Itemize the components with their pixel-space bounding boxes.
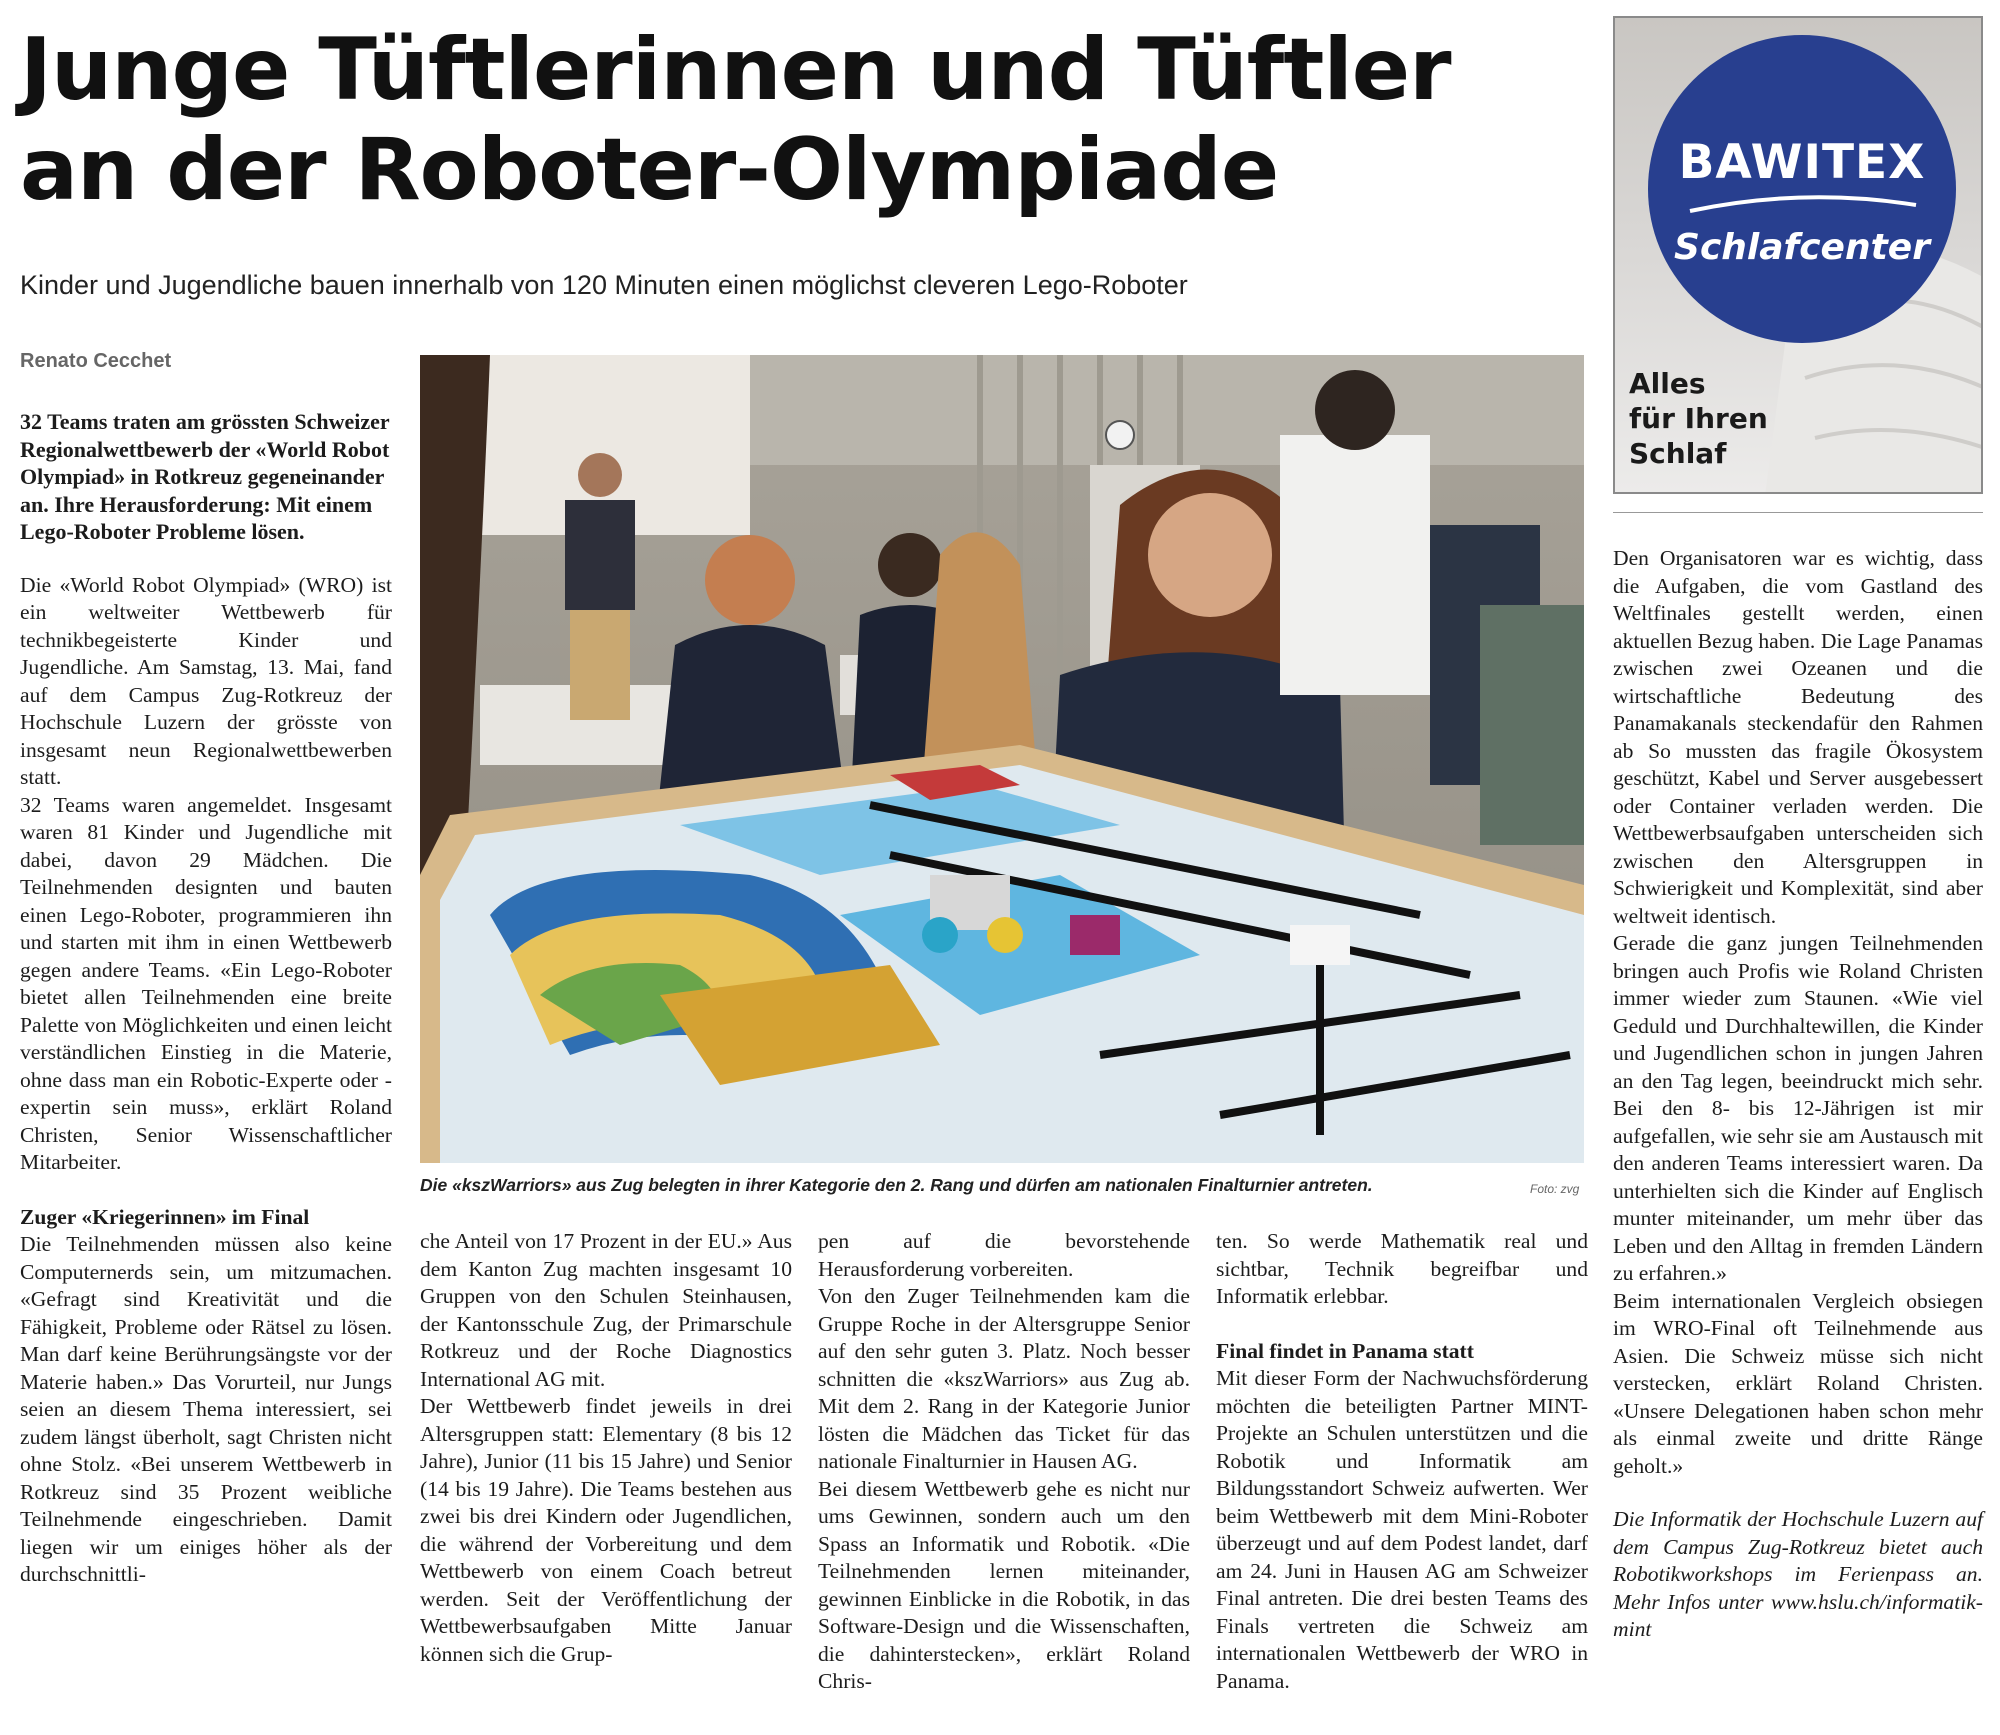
brand-circle [1648, 35, 1956, 343]
ad-tagline-line: für Ihren [1629, 402, 1768, 435]
swoosh-icon [1688, 193, 1918, 217]
column-3 [818, 1228, 1190, 1696]
paragraph: Gerade die ganz jungen Teilnehmenden bringen auch Profis wie Roland Christen immer wieder zum Staunen. «Wie viel Geduld und Durchhaltewillen, die Kinder und Jugendlichen schon in jungen Jahren an den Tag legen, beeindruckt mich sehr. Bei den 8- bis 12-Jährigen ist mir aufgefallen, wie sehr sie am Austausch mit den anderen Teams interessiert waren. Da unterhielten sich die Kinder auf Englisch munter miteinander, um mehr über das Leben und den Alltag in fremden Ländern zu erfahren.» [1613, 931, 1983, 1285]
column-5 [1613, 545, 1983, 1644]
article-subheadline: Kinder und Jugendliche bauen innerhalb von 120 Minuten einen möglichst cleveren Lego-Roboter [20, 270, 1188, 300]
paragraph: pen auf die bevorstehende Herausforderung vorbereiten. [818, 1229, 1190, 1281]
paragraph: 32 Teams waren angemeldet. Insgesamt waren 81 Kinder und Jugendliche mit dabei, davon 29 Mädchen. Die Teilnehmenden designten und bauten einen Lego-Roboter, programmieren ihn und starten mit ihm in einen Wettbewerb gegen andere Teams. «Ein Lego-Roboter bietet allen Teilnehmenden eine breite Palette von Möglichkeiten und einen leicht verständlichen Einstieg in die Materie, ohne dass man ein Robotic-Experte oder -expertin sein muss», erklärt Roland Christen, Senior Wissenschaftlicher Mitarbeiter. [20, 792, 392, 1174]
article-photo [420, 355, 1584, 1163]
ad-brand-name: BAWITEX [1678, 135, 1926, 190]
paragraph: Von den Zuger Teilnehmenden kam die Gruppe Roche in der Altersgruppe Senior auf den sehr guten 3. Platz. Noch besser schnitten die «kszWarriors» aus Zug ab. Mit dem 2. Rang in der Kategorie Junior lösten die Mädchen das Ticket für das nationale Finalturnier in Hausen AG. [818, 1284, 1190, 1473]
divider [1613, 512, 1983, 513]
ad-tagline [1629, 366, 1768, 471]
section-subtitle: Zuger «Kriegerinnen» im Final [20, 1204, 310, 1229]
article-lead: 32 Teams traten am grössten Schweizer Regionalwettbewerb der «World Robot Olympiad» in Rotkreuz gegeneinander an. Ihre Herausforderung: Mit einem Lego-Roboter Probleme lösen. [20, 409, 390, 544]
robot-competition-photo [420, 355, 1584, 1163]
column-4 [1216, 1228, 1588, 1695]
article-byline: Renato Cecchet [20, 350, 172, 372]
photo-credit: Foto: zvg [1530, 1182, 1580, 1196]
paragraph: Die Teilnehmenden müssen also keine Computernerds sein, um mitzumachen. «Gefragt sind Kreativität und die Fähigkeit, Probleme oder Rätsel zu lösen. Man darf keine Berührungsängste vor der Materie haben.» Das Vorurteil, nur Jungs seien an diesem Thema interessiert, sei zudem längst überholt, sagt Christen nicht ohne Stolz. «Bei unserem Wettbewerb in Rotkreuz sind 35 Prozent weibliche Teilnehmende eingeschrieben. Damit liegen wir um einiges höher als der durchschnittli- [20, 1232, 392, 1586]
bawitex-advertisement[interactable] [1613, 16, 1983, 494]
paragraph: Mit dieser Form der Nachwuchsförderung möchten die beteiligten Partner MINT-Projekte an Schulen unterstützen und die Robotik und Informatik am Bildungsstandort Schweiz aufwerten. Wer beim Wettbewerb mit dem Mini-Roboter überzeugt und auf dem Podest landet, darf am 24. Juni in Hausen AG am Schweizer Final antreten. Die drei besten Teams des Finals vertreten die Schweiz am internationalen Wettbewerb der WRO in Panama. [1216, 1366, 1588, 1693]
ad-tagline-line: Schlaf [1629, 437, 1727, 470]
ad-tagline-line: Alles [1629, 367, 1706, 400]
article-headline [20, 20, 1590, 220]
paragraph: Beim internationalen Vergleich obsiegen im WRO-Final oft Teilnehmende aus Asien. Die Schweiz müsse sich nicht verstecken, erklärt Roland Christen. «Unsere Delegationen haben schon mehr als einmal zweite und dritte Ränge geholt.» [1613, 1288, 1983, 1478]
paragraph: che Anteil von 17 Prozent in der EU.» Aus dem Kanton Zug machten insgesamt 10 Gruppen von den Schulen Steinhausen, der Kantonsschule Zug, der Primarschule Rotkreuz und der Roche Diagnostics International AG mit. [420, 1229, 792, 1391]
column-2 [420, 1228, 792, 1668]
paragraph: Bei diesem Wettbewerb gehe es nicht nur ums Gewinnen, sondern auch um den Spass an Informatik und Robotik. «Die Teilnehmenden lernen miteinander, gewinnen Einblicke in die Robotik, in das Software-Design und die Wissenschaften, die dahinterstecken», erklärt Roland Chris- [818, 1476, 1190, 1693]
ad-subbrand: Schlafcenter [1674, 227, 1930, 268]
photo-caption: Die «kszWarriors» aus Zug belegten in ihrer Kategorie den 2. Rang und dürfen am nationalen Finalturnier antreten. [420, 1175, 1373, 1195]
paragraph: ten. So werde Mathematik real und sichtbar, Technik begreifbar und Informatik erlebbar. [1216, 1229, 1588, 1308]
paragraph: Der Wettbewerb findet jeweils in drei Altersgruppen statt: Elementary (8 bis 12 Jahre), Junior (11 bis 15 Jahre) und Senior (14 bis 19 Jahre). Die Teams bestehen aus zwei bis drei Kindern oder Jugendlichen, die während der Vorbereitung und dem Wettbewerb von einem Coach betreut werden. Seit der Veröffentlichung der Wettbewerbsaufgaben Mitte Januar können sich die Grup- [420, 1394, 792, 1666]
headline-line-1: Junge Tüftlerinnen und Tüftler [20, 20, 1451, 120]
paragraph: Den Organisatoren war es wichtig, dass die Aufgaben, die vom Gastland des Weltfinales gestellt werden, einen aktuellen Bezug haben. Die Lage Panamas zwischen zwei Ozeanen und die wirtschaftliche Bedeutung des Panamakanals steckendafür den Rahmen ab So mussten das fragile Ökosystem geschützt, Kabel und Server ausgebessert oder Container verladen werden. Die Wettbewerbsaufgaben unterscheiden sich zwischen den Altersgruppen in Schwierigkeit und Komplexität, sind aber weltweit identisch. [1613, 546, 1983, 928]
column-1 [20, 408, 392, 1589]
headline-line-2: an der Roboter-Olympiade [20, 120, 1279, 220]
paragraph: Die «World Robot Olympiad» (WRO) ist ein weltweiter Wettbewerb für technikbegeisterte Kinder und Jugendliche. Am Samstag, 13. Mai, fand auf dem Campus Zug-Rotkreuz der Hochschule Luzern der grösste von insgesamt neun Regionalwettbewerben statt. [20, 572, 392, 789]
info-note: Die Informatik der Hochschule Luzern auf dem Campus Zug-Rotkreuz bietet auch Robotikworkshops im Ferienpass an. Mehr Infos unter www.hslu.ch/informatik-mint [1613, 1507, 1983, 1641]
section-subtitle: Final findet in Panama statt [1216, 1338, 1474, 1363]
